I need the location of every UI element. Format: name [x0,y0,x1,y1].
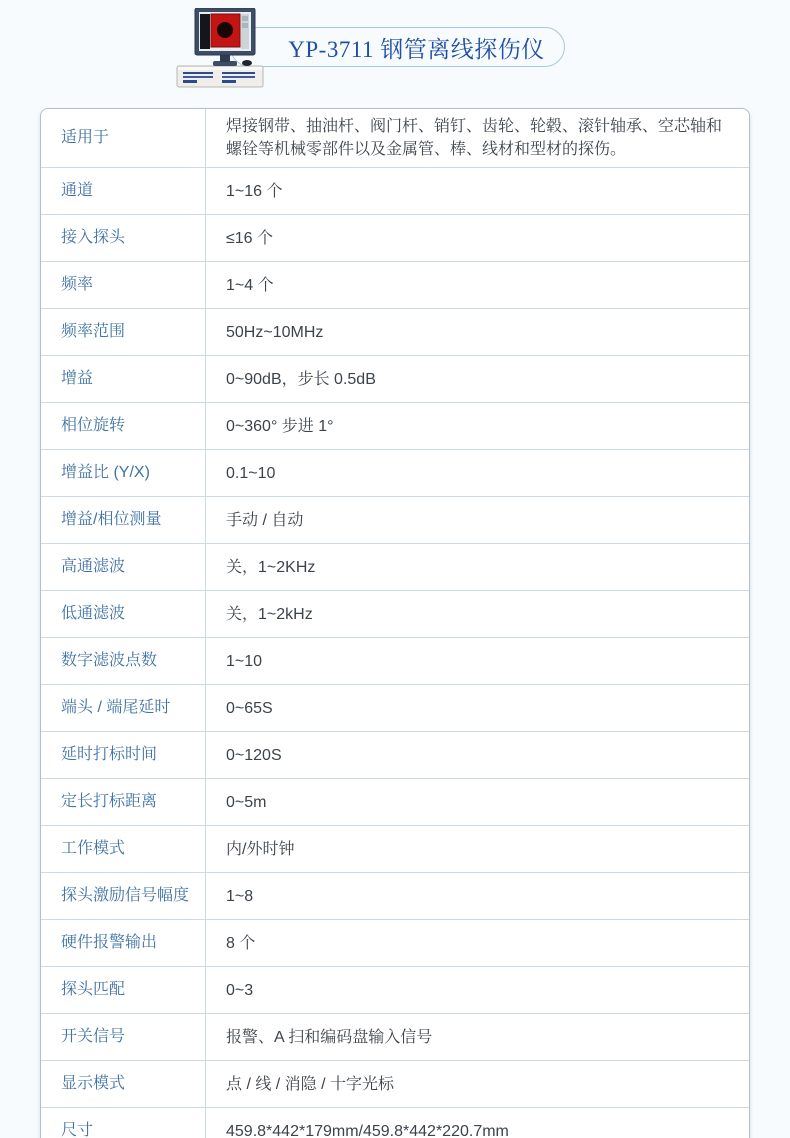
page-title: YP-3711 钢管离线探伤仪 [288,36,545,62]
spec-value: 8 个 [226,934,256,952]
spec-label-cell [41,309,206,355]
spec-value-cell [206,450,749,496]
spec-label: 探头匹配 [61,981,126,999]
spec-label: 频率 [61,276,94,294]
spec-value-cell [206,1061,749,1107]
spec-label: 显示模式 [61,1075,126,1093]
spec-label: 接入探头 [61,229,126,247]
spec-label: 增益/相位测量 [61,511,162,529]
spec-label: 探头激励信号幅度 [61,887,190,905]
spec-value: 459.8*442*179mm/459.8*442*220.7mm [226,1122,509,1138]
spec-value: 关，1~2KHz [226,558,316,576]
spec-value-cell [206,262,749,308]
flaw-detector-instrument-icon [175,8,265,88]
spec-value-cell [206,920,749,966]
spec-value: 0~120S [226,746,282,764]
spec-label-cell [41,685,206,731]
spec-value: 手动 / 自动 [226,511,304,529]
spec-value: 1~16 个 [226,182,283,200]
spec-value: 1~8 [226,887,254,905]
spec-value-cell [206,356,749,402]
spec-value: 焊接钢带、抽油杆、阀门杆、销钉、齿轮、轮毂、滚针轴承、空芯轴和螺铨等机械零部件以及金属管、棒、线材和型材的探伤。 [226,118,723,159]
spec-value-cell [206,309,749,355]
spec-value-cell [206,544,749,590]
spec-label: 高通滤波 [61,558,126,576]
spec-value-cell [206,168,749,214]
spec-value-cell [206,1108,749,1138]
spec-row [41,1061,749,1108]
spec-label: 定长打标距离 [61,793,158,811]
spec-value: 50Hz~10MHz [226,323,324,341]
spec-value: 1~10 [226,652,263,670]
spec-row [41,403,749,450]
spec-label-cell [41,967,206,1013]
spec-label-cell [41,1108,206,1138]
spec-value: 点 / 线 / 消隐 / 十字光标 [226,1075,395,1093]
spec-row [41,168,749,215]
spec-label-cell [41,403,206,449]
spec-label-cell [41,591,206,637]
spec-label-cell [41,544,206,590]
spec-value-cell [206,403,749,449]
spec-row [41,262,749,309]
spec-row [41,779,749,826]
spec-label-cell [41,450,206,496]
spec-value-cell [206,497,749,543]
spec-row [41,1108,749,1138]
spec-row [41,215,749,262]
spec-table [40,108,750,1138]
spec-label: 相位旋转 [61,417,126,435]
spec-row [41,109,749,168]
spec-value-cell [206,1014,749,1060]
spec-value-cell [206,215,749,261]
spec-row [41,920,749,967]
spec-row [41,309,749,356]
spec-value: 1~4 个 [226,276,274,294]
spec-value-cell [206,779,749,825]
spec-label: 端头 / 端尾延时 [61,699,171,717]
spec-label-cell [41,779,206,825]
spec-value-cell [206,826,749,872]
spec-label: 开关信号 [61,1028,126,1046]
spec-value-cell [206,732,749,778]
spec-label: 通道 [61,182,94,200]
page-header [0,0,790,100]
spec-label-cell [41,920,206,966]
spec-value-cell [206,967,749,1013]
spec-row [41,967,749,1014]
spec-row [41,544,749,591]
spec-label-cell [41,873,206,919]
spec-label: 低通滤波 [61,605,126,623]
spec-label-cell [41,1014,206,1060]
spec-label-cell [41,826,206,872]
spec-value: 0~3 [226,981,254,999]
spec-label: 频率范围 [61,323,126,341]
spec-value: 0~65S [226,699,273,717]
spec-label: 延时打标时间 [61,746,158,764]
spec-value: 0.1~10 [226,464,276,482]
spec-label-cell [41,262,206,308]
spec-label: 增益 [61,370,94,388]
spec-label: 数字滤波点数 [61,652,158,670]
spec-row [41,497,749,544]
spec-value-cell [206,685,749,731]
spec-row [41,873,749,920]
spec-label: 增益比 (Y/X) [61,464,150,482]
spec-label-cell [41,497,206,543]
spec-value-cell [206,109,749,167]
spec-row [41,591,749,638]
spec-row [41,450,749,497]
spec-label-cell [41,356,206,402]
spec-label-cell [41,109,206,167]
spec-label-cell [41,168,206,214]
spec-value: 关，1~2kHz [226,605,313,623]
spec-value-cell [206,638,749,684]
spec-label-cell [41,638,206,684]
spec-row [41,356,749,403]
spec-row [41,826,749,873]
spec-value-cell [206,873,749,919]
spec-value-cell [206,591,749,637]
spec-label: 工作模式 [61,840,126,858]
spec-row [41,638,749,685]
spec-value: 报警、A 扫和编码盘输入信号 [226,1028,433,1046]
spec-label-cell [41,215,206,261]
spec-label: 硬件报警输出 [61,934,158,952]
spec-value: 0~360° 步进 1° [226,417,334,435]
spec-value: 0~90dB，步长 0.5dB [226,370,376,388]
spec-label-cell [41,1061,206,1107]
spec-value: 0~5m [226,793,267,811]
title-pill [230,27,565,67]
spec-row [41,1014,749,1061]
spec-row [41,732,749,779]
spec-row [41,685,749,732]
spec-value: ≤16 个 [226,229,274,247]
spec-label: 尺寸 [61,1122,94,1138]
spec-value: 内/外时钟 [226,840,295,858]
spec-label-cell [41,732,206,778]
spec-label: 适用于 [61,128,110,146]
